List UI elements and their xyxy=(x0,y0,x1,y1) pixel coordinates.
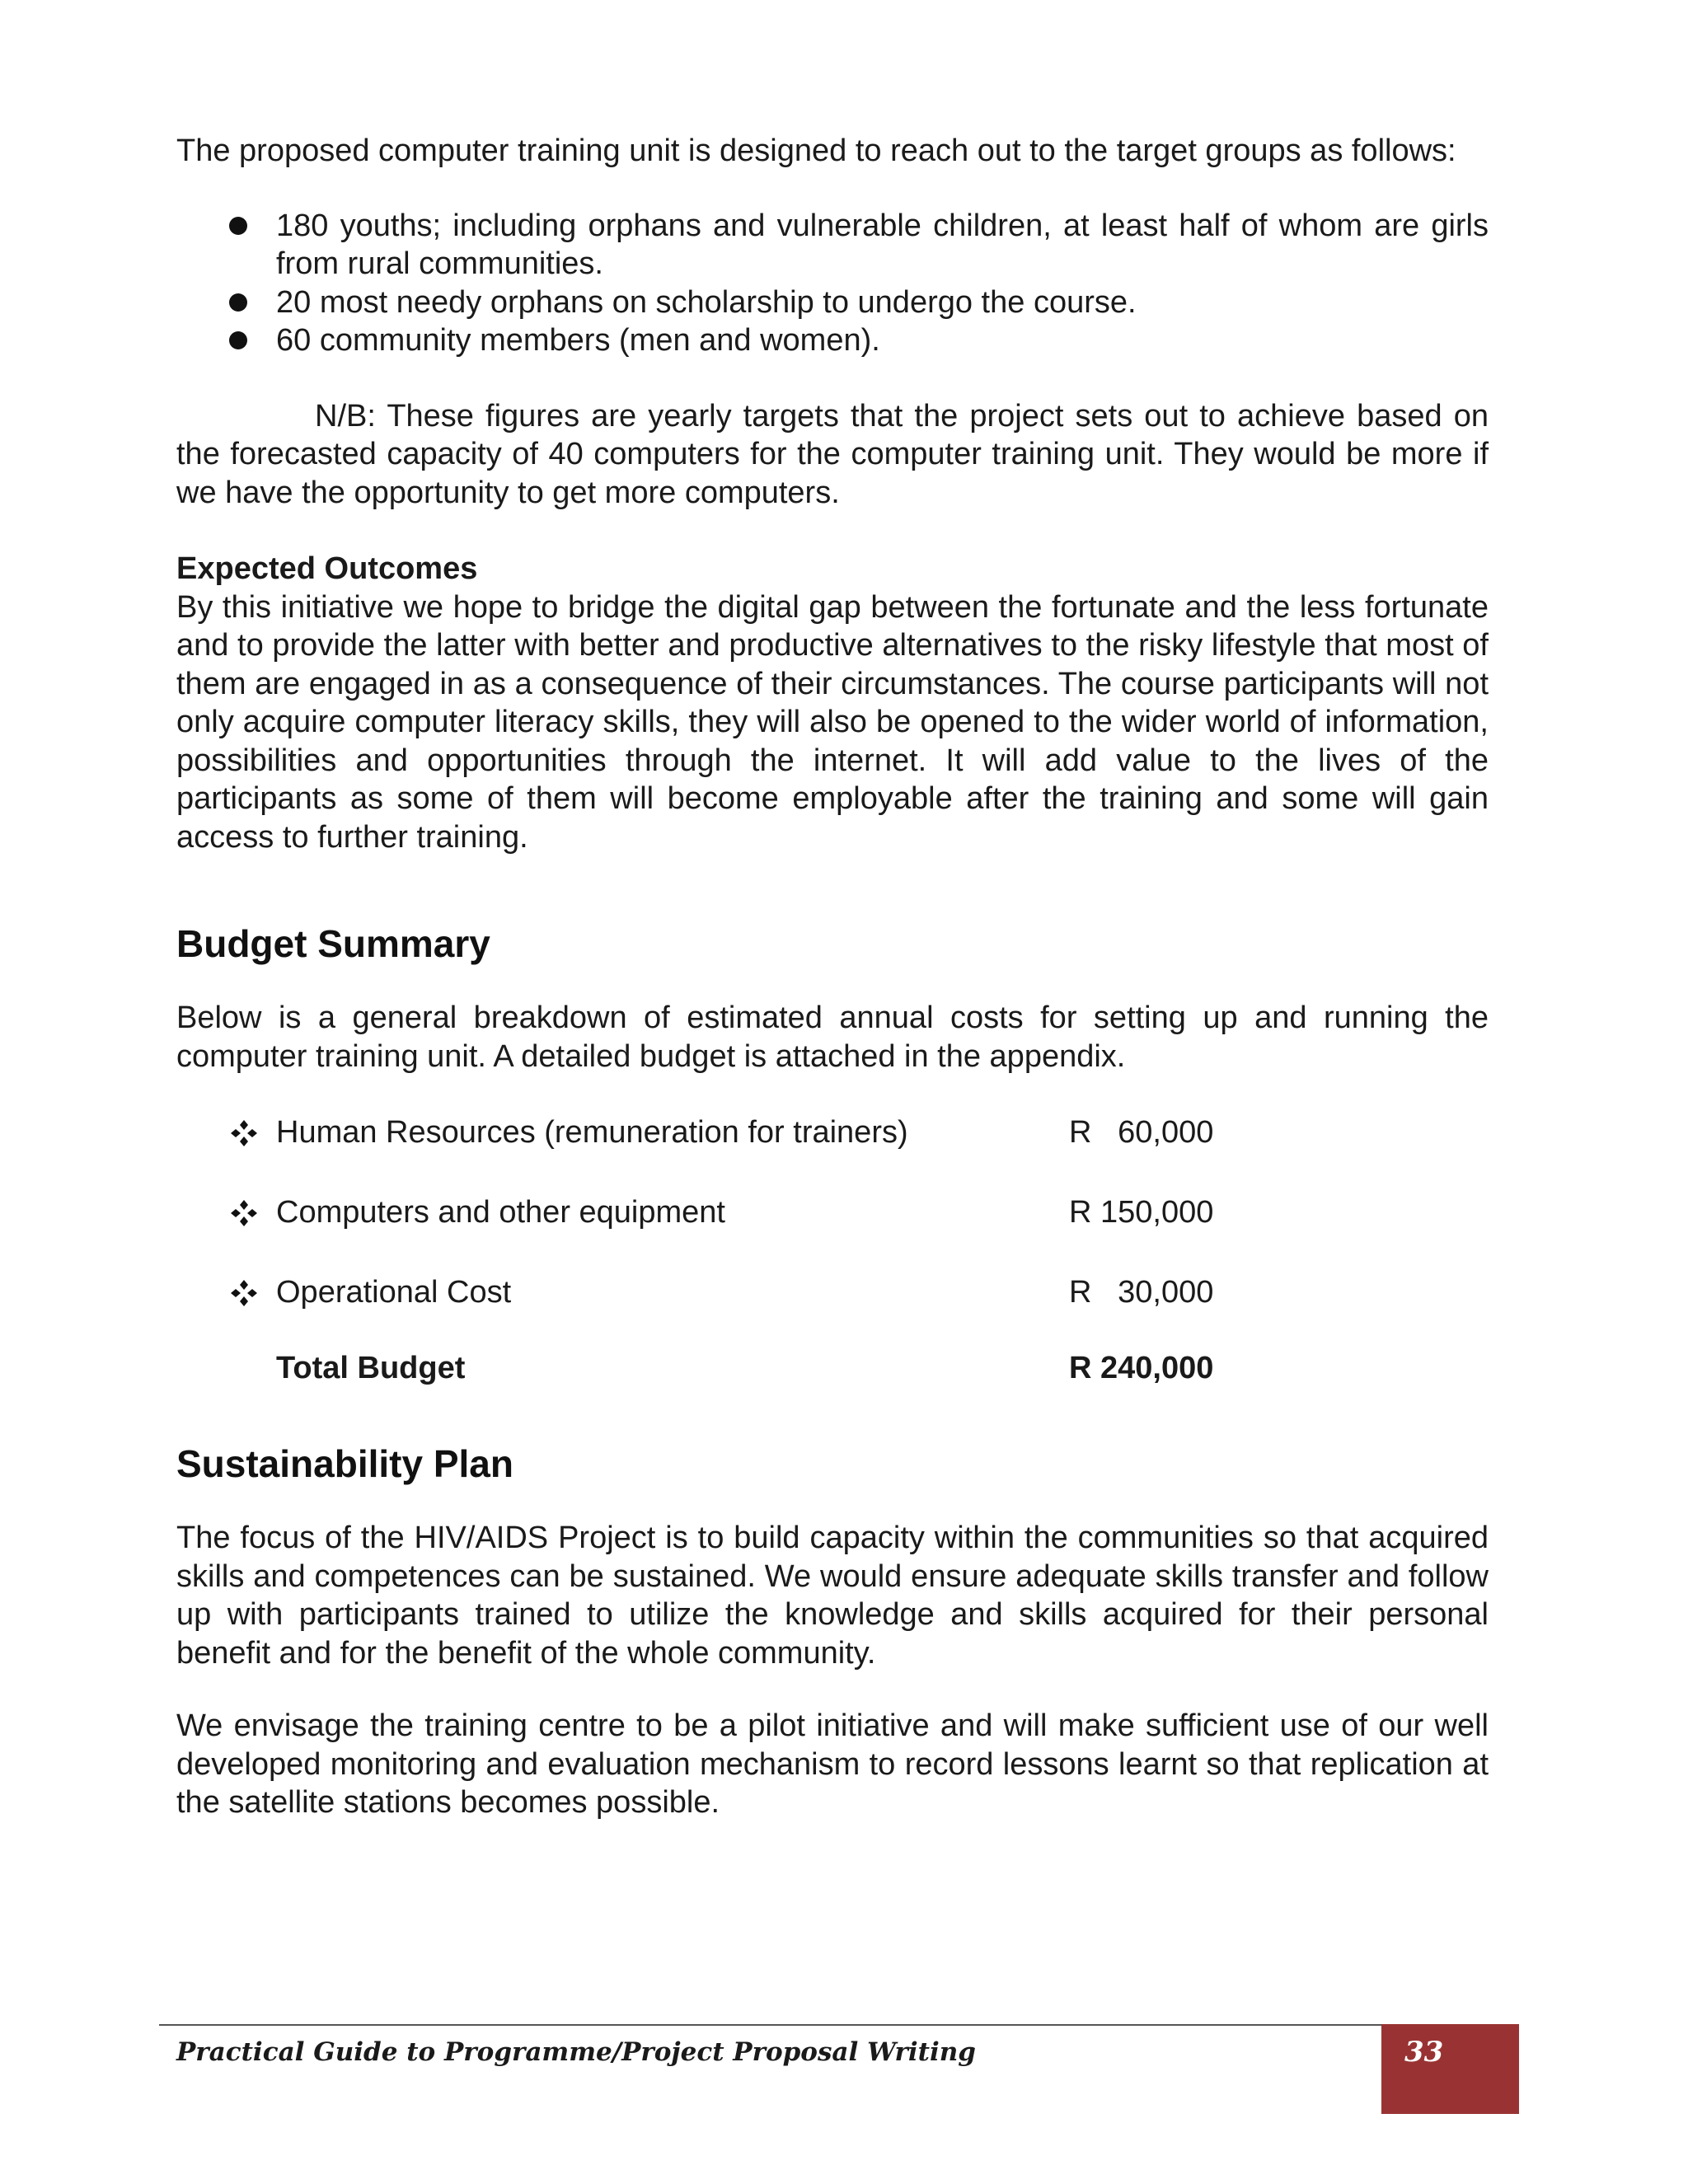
budget-table xyxy=(176,1113,1489,1388)
budget-total-amount: R 240,000 xyxy=(1069,1351,1214,1385)
list-item xyxy=(176,284,1489,322)
list-item-text: 20 most needy orphans on scholarship to undergo the course. xyxy=(276,284,1137,320)
budget-item-label: Computers and other equipment xyxy=(276,1195,725,1230)
sustainability-paragraph-2: We envisage the training centre to be a pilot initiative and will make sufficient use of our well developed monitoring and evaluation mechanism to record lessons learnt so that replication at the satellite stations becomes possible. xyxy=(176,1708,1489,1820)
budget-row xyxy=(176,1273,1489,1312)
expected-outcomes-heading: Expected Outcomes xyxy=(176,551,478,586)
budget-item-label: Operational Cost xyxy=(276,1275,512,1310)
budget-item-amount: R 30,000 xyxy=(1069,1275,1214,1310)
budget-total-label: Total Budget xyxy=(276,1351,466,1385)
expected-outcomes-text: By this initiative we hope to bridge the digital gap between the fortunate and the less fortunate and to provide the latter with better and productive alternatives to the risky lifestyle that most of them are engaged in as a consequence of their circumstances. The course participants will not only acquire computer literacy skills, they will also be opened to the wider world of information, possibilities and opportunities through the internet. It will add value to the lives of the participants as some of them will become employable after the training and some will gain access to further training. xyxy=(176,589,1489,855)
budget-row xyxy=(176,1193,1489,1232)
document-page xyxy=(176,132,1489,1822)
budget-item-label: Human Resources (remuneration for trainers) xyxy=(276,1115,908,1150)
budget-total-row xyxy=(176,1349,1489,1388)
four-diamond-icon xyxy=(229,1198,259,1228)
budget-item-amount: R 150,000 xyxy=(1069,1195,1214,1230)
footer-divider xyxy=(159,2024,1381,2026)
intro-paragraph: The proposed computer training unit is designed to reach out to the target groups as follows: xyxy=(176,134,1456,168)
page-number-box xyxy=(1381,2024,1519,2114)
list-item xyxy=(176,207,1489,284)
bullet-dot-icon xyxy=(229,217,247,235)
sustainability-paragraph-1: The focus of the HIV/AIDS Project is to build capacity within the communities so that acquired skills and competences can be sustained. We would ensure adequate skills transfer and follow up with participants trained to utilize the knowledge and skills acquired for their personal benefit and for the benefit of the whole community. xyxy=(176,1521,1489,1671)
nb-note: N/B: These figures are yearly targets that the project sets out to achieve based on the forecasted capacity of 40 computers for the computer training unit. They would be more if we have the opportunity to get more computers. xyxy=(176,398,1489,510)
budget-summary-heading: Budget Summary xyxy=(176,922,490,965)
target-groups-list xyxy=(176,207,1489,360)
list-item-text: 180 youths; including orphans and vulnerable children, at least half of whom are girls from rural communities. xyxy=(276,208,1489,281)
four-diamond-icon xyxy=(229,1278,259,1308)
four-diamond-icon xyxy=(229,1118,259,1148)
budget-item-amount: R 60,000 xyxy=(1069,1115,1214,1150)
budget-row xyxy=(176,1113,1489,1152)
bullet-dot-icon xyxy=(229,293,247,312)
footer-title: Practical Guide to Programme/Project Proposal Writing xyxy=(176,2037,976,2067)
page-number: 33 xyxy=(1404,2036,1444,2069)
sustainability-plan-heading: Sustainability Plan xyxy=(176,1442,513,1485)
list-item-text: 60 community members (men and women). xyxy=(276,323,880,358)
list-item xyxy=(176,321,1489,360)
bullet-dot-icon xyxy=(229,331,247,349)
budget-intro: Below is a general breakdown of estimated annual costs for setting up and running the computer training unit. A detailed budget is attached in the appendix. xyxy=(176,1001,1489,1074)
